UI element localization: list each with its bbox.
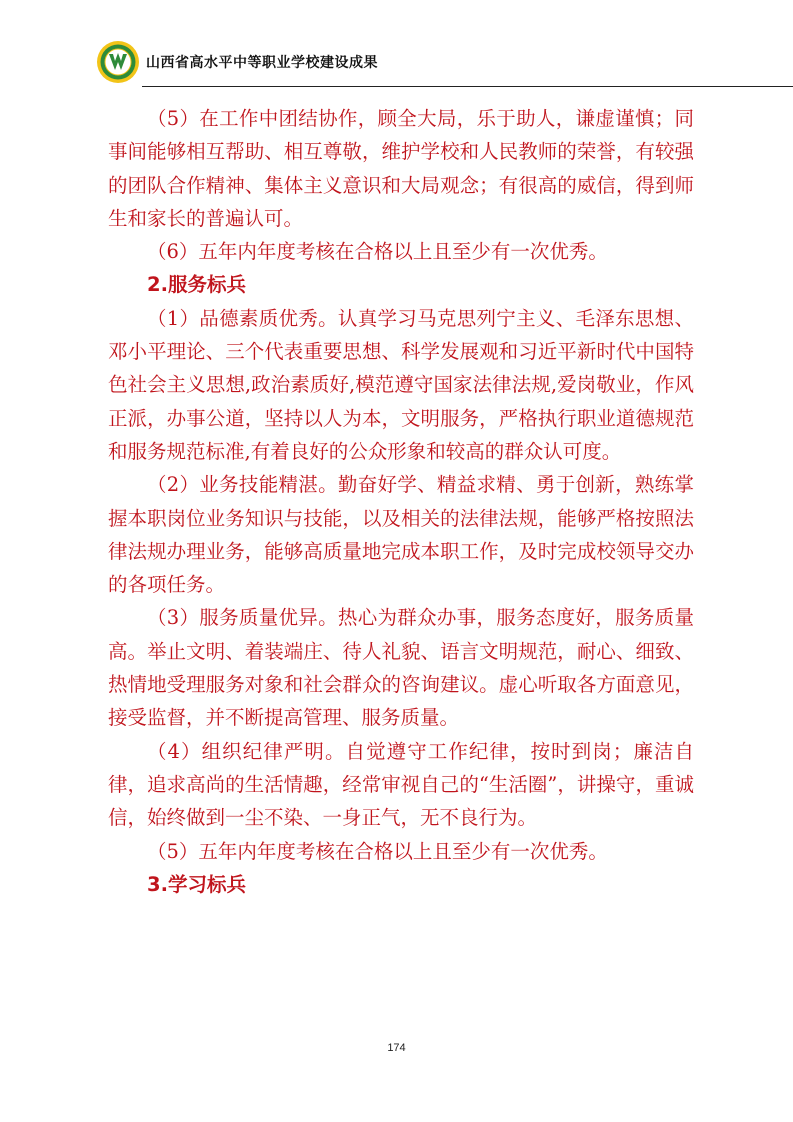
school-emblem-icon [96,40,140,84]
paragraph: （3）服务质量优异。热心为群众办事，服务态度好，服务质量高。举止文明、着装端庄、待人礼貌、语言文明规范，耐心、细致、热情地受理服务对象和社会群众的咨询建议。虚心听取各方面意见，接受监督，并不断提高管理、服务质量。 [108,606,694,730]
paragraph: （5）在工作中团结协作，顾全大局，乐于助人，谦虚谨慎；同事间能够相互帮助、相互尊敬，维护学校和人民教师的荣誉，有较强的团队合作精神、集体主义意识和大局观念；有很高的威信，得到师生和家长的普遍认可。 [108,107,694,230]
page-number: 174 [387,1042,406,1054]
paragraph: （5）五年内年度考核在合格以上且至少有一次优秀。 [147,839,608,863]
document-body [108,102,694,901]
paragraph: （4）组织纪律严明。自觉遵守工作纪律，按时到岗；廉洁自律，追求高尚的生活情趣，经常审视自己的“生活圈”，讲操守，重诚信，始终做到一尘不染、一身正气，无不良行为。 [108,739,694,830]
section-heading: 3.学习标兵 [147,872,246,896]
header-title: 山西省高水平中等职业学校建设成果 [146,55,378,71]
paragraph: （2）业务技能精湛。勤奋好学、精益求精、勇于创新，熟练掌握本职岗位业务知识与技能，以及相关的法律法规，能够严格按照法律法规办理业务，能够高质量地完成本职工作，及时完成校领导交办的各项任务。 [108,473,694,597]
paragraph: （1）品德素质优秀。认真学习马克思列宁主义、毛泽东思想、邓小平理论、三个代表重要思想、科学发展观和习近平新时代中国特色社会主义思想,政治素质好,模范遵守国家法律法规,爱岗敬业，作风正派，办事公道，坚持以人为本，文明服务，严格执行职业道德规范和服务规范标准,有着良好的公众形象和较高的群众认可度。 [108,306,694,463]
header-divider [142,86,793,87]
paragraph: （6）五年内年度考核在合格以上且至少有一次优秀。 [147,240,608,264]
page-header [96,40,696,86]
section-heading: 2.服务标兵 [147,273,246,297]
